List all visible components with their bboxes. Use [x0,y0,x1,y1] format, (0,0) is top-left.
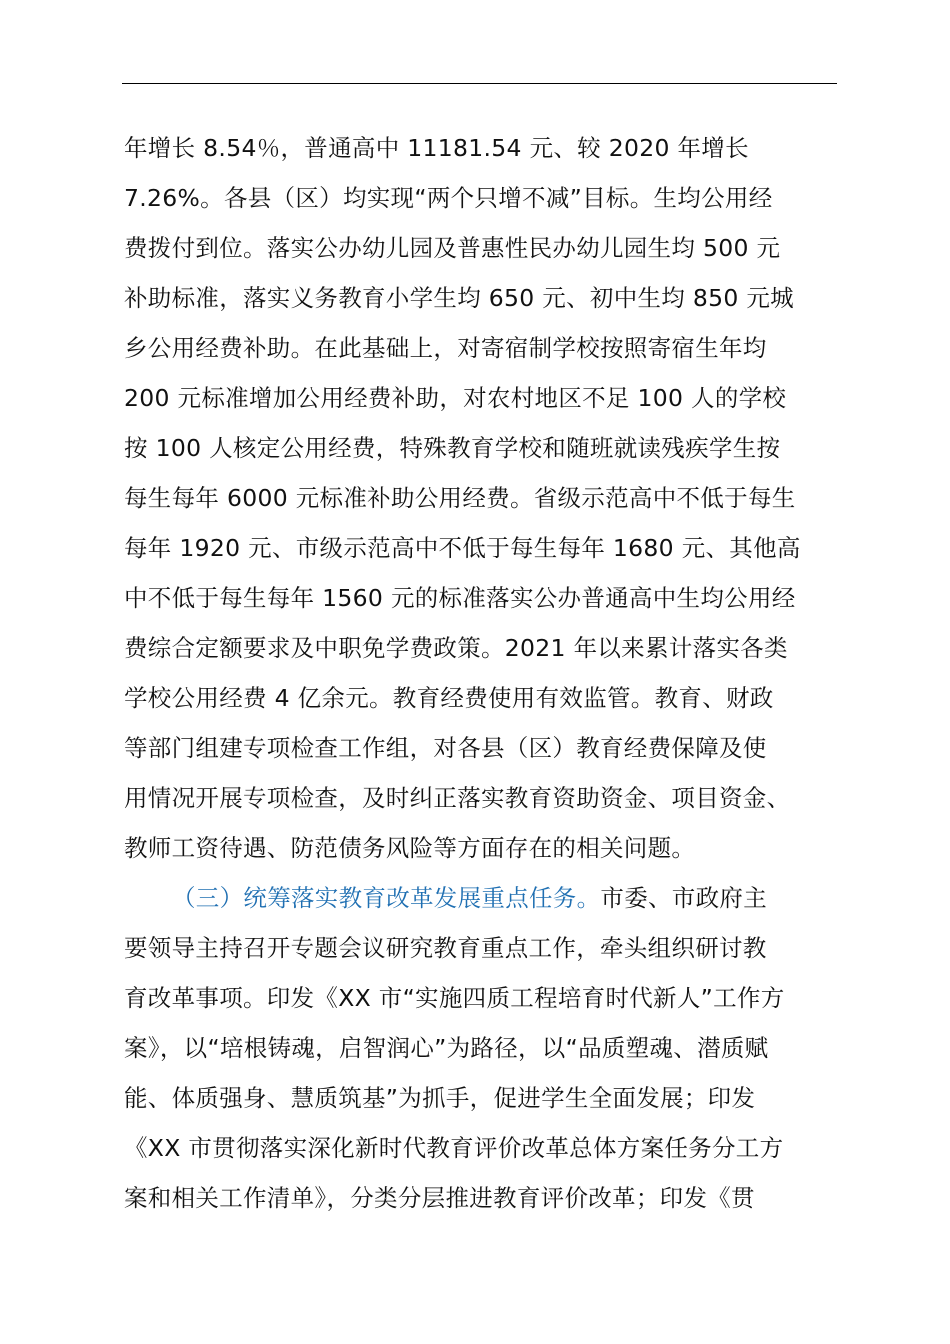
paragraph-line: 《XX 市贯彻落实深化新时代教育评价改革总体方案任务分工方 [124,1134,784,1162]
paragraph-line: 每生每年 6000 元标准补助公用经费。省级示范高中不低于每生 [124,484,796,512]
paragraph-line: 每年 1920 元、市级示范高中不低于每生每年 1680 元、其他高 [124,534,801,562]
paragraph-line: 要领导主持召开专题会议研究教育重点工作，牵头组织研讨教 [124,934,767,962]
paragraph-line: 中不低于每生每年 1560 元的标准落实公办普通高中生均公用经 [124,584,796,612]
paragraph-line: 等部门组建专项检查工作组，对各县（区）教育经费保障及使 [124,734,767,762]
header-rule [122,83,837,84]
paragraph-line: 费拨付到位。落实公办幼儿园及普惠性民办幼儿园生均 500 元 [124,234,781,262]
section-first-line-text: 市委、市政府主 [600,884,768,912]
section-heading: （三）统筹落实教育改革发展重点任务。 [172,884,601,912]
paragraph-line: 用情况开展专项检查，及时纠正落实教育资助资金、项目资金、 [124,784,791,812]
paragraph-line: 能、体质强身、慧质筑基”为抓手，促进学生全面发展；印发 [124,1084,756,1112]
paragraph-line: 7.26%。各县（区）均实现“两个只增不减”目标。生均公用经 [124,184,773,212]
paragraph-line: 育改革事项。印发《XX 市“实施四质工程培育时代新人”工作方 [124,984,785,1012]
paragraph-line: 案和相关工作清单》，分类分层推进教育评价改革；印发《贯 [124,1184,755,1212]
paragraph-line: 学校公用经费 4 亿余元。教育经费使用有效监管。教育、财政 [124,684,774,712]
paragraph-line: 补助标准，落实义务教育小学生均 650 元、初中生均 850 元城 [124,284,794,312]
paragraph-line: 案》，以“培根铸魂，启智润心”为路径，以“品质塑魂、潜质赋 [124,1034,769,1062]
paragraph-line: 教师工资待遇、防范债务风险等方面存在的相关问题。 [124,834,696,862]
paragraph-line: 按 100 人核定公用经费，特殊教育学校和随班就读残疾学生按 [124,434,781,462]
paragraph-line: 乡公用经费补助。在此基础上，对寄宿制学校按照寄宿生年均 [124,334,767,362]
section-first-line [172,883,767,913]
paragraph-line: 年增长 8.54％，普通高中 11181.54 元、较 2020 年增长 [124,134,749,162]
paragraph-line: 200 元标准增加公用经费补助，对农村地区不足 100 人的学校 [124,384,787,412]
paragraph-line: 费综合定额要求及中职免学费政策。2021 年以来累计落实各类 [124,634,788,662]
